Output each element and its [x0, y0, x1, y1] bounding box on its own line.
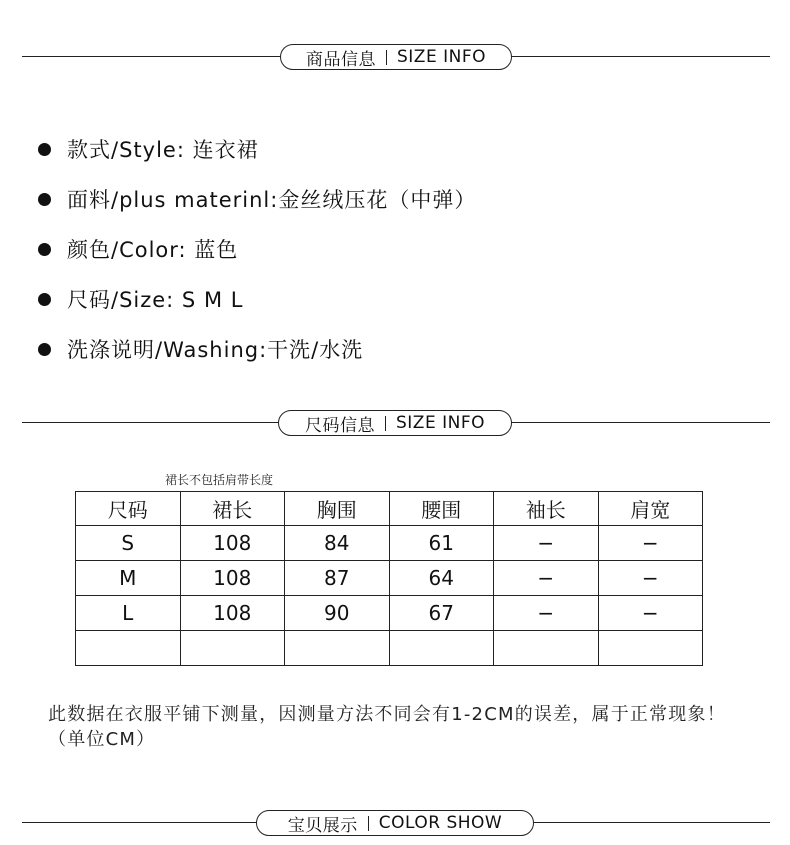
- table-cell: −: [598, 561, 703, 596]
- table-cell: [180, 631, 285, 666]
- table-row: [76, 526, 703, 561]
- table-cell: [285, 631, 390, 666]
- info-item-color: [38, 224, 476, 274]
- title-separator: [386, 50, 387, 65]
- table-row-empty: [76, 631, 703, 666]
- table-note: 裙长不包括肩带长度: [165, 473, 274, 487]
- section-title-pill: [256, 810, 534, 836]
- section-header-product-info: [22, 44, 770, 70]
- table-cell: [76, 631, 181, 666]
- column-header: 肩宽: [598, 492, 703, 526]
- table-cell: −: [494, 561, 599, 596]
- bullet-icon: [38, 293, 51, 306]
- info-text: 尺码/Size: S M L: [67, 288, 244, 312]
- section-title-pill: [280, 44, 512, 70]
- measurement-note: 此数据在衣服平铺下测量，因测量方法不同会有1-2CM的误差，属于正常现象！（单位CM）: [48, 704, 726, 750]
- section-title-cn: 尺码信息: [305, 415, 375, 436]
- product-info-list: [38, 124, 476, 374]
- column-header: 尺码: [76, 492, 181, 526]
- bullet-icon: [38, 143, 51, 156]
- section-header-size-info: [22, 410, 770, 436]
- table-cell: 87: [285, 561, 390, 596]
- table-cell: 108: [180, 561, 285, 596]
- table-cell: 67: [389, 596, 494, 631]
- table-cell: −: [598, 596, 703, 631]
- section-title-pill: [278, 410, 512, 436]
- section-header-color-show: [22, 810, 770, 836]
- section-title-en: SIZE INFO: [396, 413, 485, 433]
- table-cell: 108: [180, 596, 285, 631]
- size-table: [75, 491, 703, 666]
- column-header: 胸围: [285, 492, 390, 526]
- table-cell: [598, 631, 703, 666]
- column-header: 裙长: [180, 492, 285, 526]
- info-item-fabric: [38, 174, 476, 224]
- table-cell: −: [598, 526, 703, 561]
- table-row: [76, 596, 703, 631]
- bullet-icon: [38, 193, 51, 206]
- table-cell: −: [494, 596, 599, 631]
- table-cell: 61: [389, 526, 494, 561]
- section-title-cn: 商品信息: [306, 49, 376, 70]
- info-text: 洗涤说明/Washing:干洗/水洗: [67, 338, 364, 362]
- column-header: 袖长: [494, 492, 599, 526]
- title-separator: [385, 416, 386, 431]
- bullet-icon: [38, 243, 51, 256]
- table-cell: 64: [389, 561, 494, 596]
- title-separator: [368, 816, 369, 831]
- info-item-size: [38, 274, 476, 324]
- table-cell: 84: [285, 526, 390, 561]
- section-title-en: COLOR SHOW: [378, 813, 503, 833]
- table-cell: 90: [285, 596, 390, 631]
- column-header: 腰围: [389, 492, 494, 526]
- table-cell: L: [76, 596, 181, 631]
- table-cell: [494, 631, 599, 666]
- table-header-row: [76, 492, 703, 526]
- info-text: 颜色/Color: 蓝色: [67, 238, 239, 262]
- table-cell: M: [76, 561, 181, 596]
- table-cell: [389, 631, 494, 666]
- info-text: 款式/Style: 连衣裙: [67, 138, 259, 162]
- table-cell: 108: [180, 526, 285, 561]
- table-cell: −: [494, 526, 599, 561]
- bullet-icon: [38, 343, 51, 356]
- section-title-cn: 宝贝展示: [287, 815, 358, 836]
- table-cell: S: [76, 526, 181, 561]
- section-title-en: SIZE INFO: [397, 47, 486, 67]
- table-row: [76, 561, 703, 596]
- info-item-washing: [38, 324, 476, 374]
- info-text: 面料/plus materinl:金丝绒压花（中弹）: [67, 188, 477, 212]
- info-item-style: [38, 124, 476, 174]
